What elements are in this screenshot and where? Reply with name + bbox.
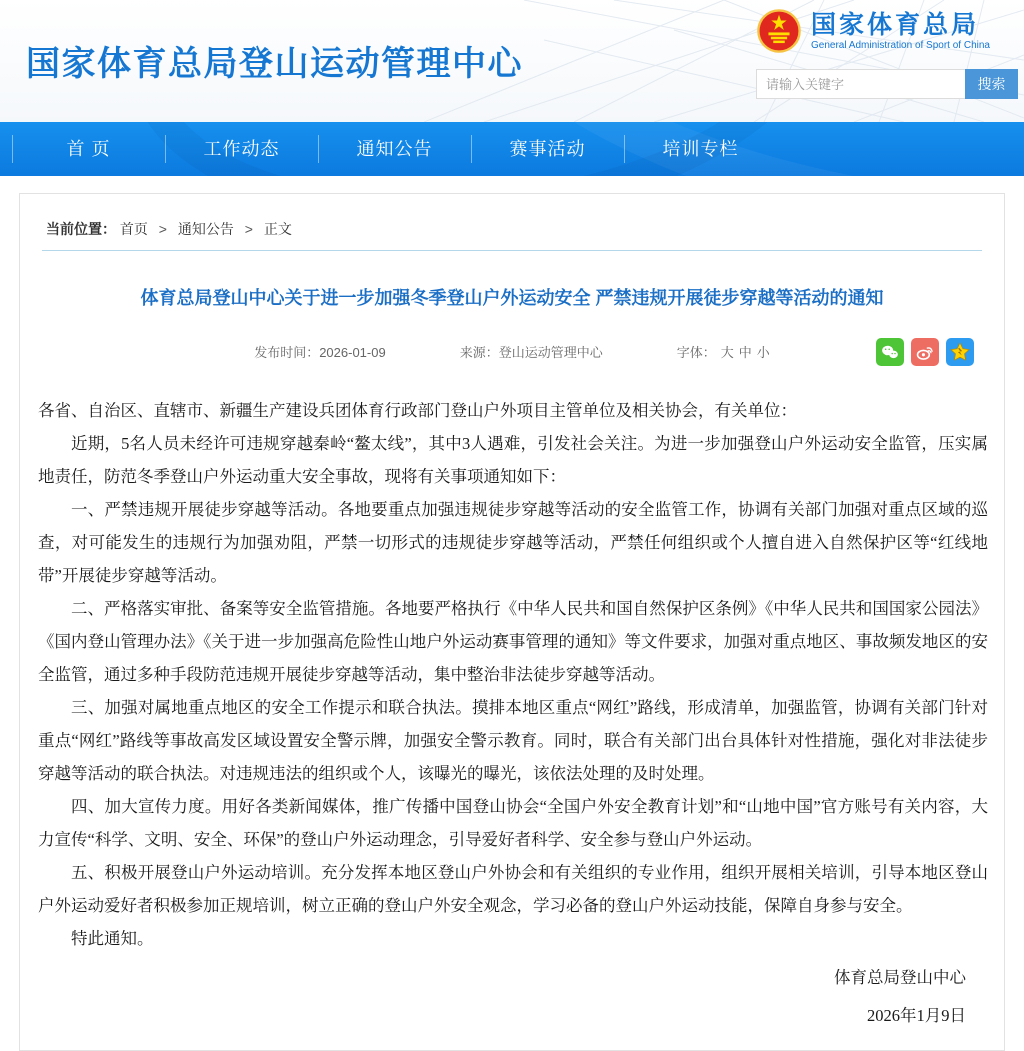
font-size-large[interactable]: 大 [720, 345, 734, 361]
gas-logo-text [811, 11, 990, 52]
site-header [0, 0, 1024, 122]
breadcrumb-label: 当前位置： [46, 221, 116, 237]
breadcrumb-notices-link[interactable]: 通知公告 [177, 221, 234, 237]
breadcrumb-separator: > [158, 221, 167, 237]
weibo-share-button[interactable] [911, 338, 939, 366]
article-body [20, 368, 1004, 1032]
share-buttons [876, 338, 974, 366]
article-paragraph: 五、积极开展登山户外运动培训。充分发挥本地区登山户外协会和有关组织的专业作用，组织开展相关培训，引导本地区登山户外运动爱好者积极参加正规培训，树立正确的登山户外安全观念，学习必备的登山户外运动技能，保障自身参与安全。 [38, 862, 988, 915]
article-paragraph: 特此通知。 [71, 928, 154, 948]
article-paragraph: 各省、自治区、直辖市、新疆生产建设兵团体育行政部门登山户外项目主管单位及相关协会，有关单位： [38, 400, 797, 420]
breadcrumb-home-link[interactable]: 首页 [119, 221, 148, 237]
article-paragraph: 二、严格落实审批、备案等安全监管措施。各地要严格执行《中华人民共和国自然保护区条例》《中华人民共和国国家公园法》《国内登山管理办法》《关于进一步加强高危险性山地户外运动赛事管理的通知》等文件要求，加强对重点地区、事故频发地区的安全监管，通过多种手段防范违规开展徒步穿越等活动，集中整治非法徒步穿越等活动。 [38, 598, 988, 684]
wechat-share-button[interactable] [876, 338, 904, 366]
star-icon [948, 340, 972, 364]
nav-item-home[interactable]: 首 页 [12, 122, 165, 176]
breadcrumb [20, 194, 1004, 250]
national-emblem-icon [756, 8, 802, 54]
article-paragraph: 一、严禁违规开展徒步穿越等活动。各地要重点加强违规徒步穿越等活动的安全监管工作，协调有关部门加强对重点区域的巡查，对可能发生的违规行为加强劝阻，严禁一切形式的违规徒步穿越等活动，严禁任何组织或个人擅自进入自然保护区等“红线地带”开展徒步穿越等活动。 [38, 499, 988, 585]
breadcrumb-divider [42, 250, 982, 251]
search-bar [756, 69, 1018, 99]
gas-name-cn: 国家体育总局 [811, 10, 980, 39]
signature-date: 2026年1月9日 [867, 1005, 966, 1025]
gas-logo [756, 8, 990, 54]
weibo-icon [914, 341, 936, 363]
wechat-icon [879, 341, 901, 363]
nav-item-work-news[interactable]: 工作动态 [165, 122, 318, 176]
nav-list [0, 122, 1024, 176]
article-title: 体育总局登山中心关于进一步加强冬季登山户外运动安全 严禁违规开展徒步穿越等活动的通知 [140, 288, 884, 308]
gas-name-en: General Administration of Sport of China [811, 40, 990, 52]
article-paragraph: 三、加强对属地重点地区的安全工作提示和联合执法。摸排本地区重点“网红”路线，形成清单，加强监管，协调有关部门针对重点“网红”路线等事故高发区域设置安全警示牌，加强安全警示教育。同时，联合有关部门出台具体针对性措施，强化对非法徒步穿越等活动的联合执法。对违规违法的组织或个人，该曝光的曝光，该依法处理的及时处理。 [38, 697, 988, 783]
signature-org: 体育总局登山中心 [834, 967, 966, 987]
breadcrumb-separator: > [244, 221, 253, 237]
nav-item-notices[interactable]: 通知公告 [318, 122, 471, 176]
article-paragraph: 近期，5名人员未经许可违规穿越秦岭“鳌太线”，其中3人遇难，引发社会关注。为进一步加强登山户外运动安全监管，压实属地责任，防范冬季登山户外运动重大安全事故，现将有关事项通知如下： [38, 433, 988, 486]
content-card [19, 193, 1005, 1051]
article-paragraph: 四、加大宣传力度。用好各类新闻媒体，推广传播中国登山协会“全国户外安全教育计划”和“山地中国”官方账号有关内容，大力宣传“科学、文明、安全、环保”的登山户外运动理念，引导爱好者科学、安全参与登山户外运动。 [38, 796, 988, 849]
font-size-medium[interactable]: 中 [738, 345, 752, 361]
breadcrumb-current: 正文 [263, 221, 292, 237]
font-size-small[interactable]: 小 [756, 345, 770, 361]
font-size-label: 字体： [676, 345, 716, 361]
nav-item-events[interactable]: 赛事活动 [471, 122, 624, 176]
main-nav [0, 122, 1024, 176]
article-meta [20, 336, 1004, 368]
article-source: 来源：登山运动管理中心 [459, 345, 603, 361]
publish-time: 发布时间：2026-01-09 [254, 345, 386, 361]
nav-item-training[interactable]: 培训专栏 [624, 122, 777, 176]
site-title: 国家体育总局登山运动管理中心 [26, 45, 523, 83]
font-size-switcher [677, 342, 770, 361]
qzone-favorite-button[interactable] [946, 338, 974, 366]
search-button[interactable]: 搜索 [965, 69, 1018, 99]
search-input[interactable] [756, 69, 965, 99]
